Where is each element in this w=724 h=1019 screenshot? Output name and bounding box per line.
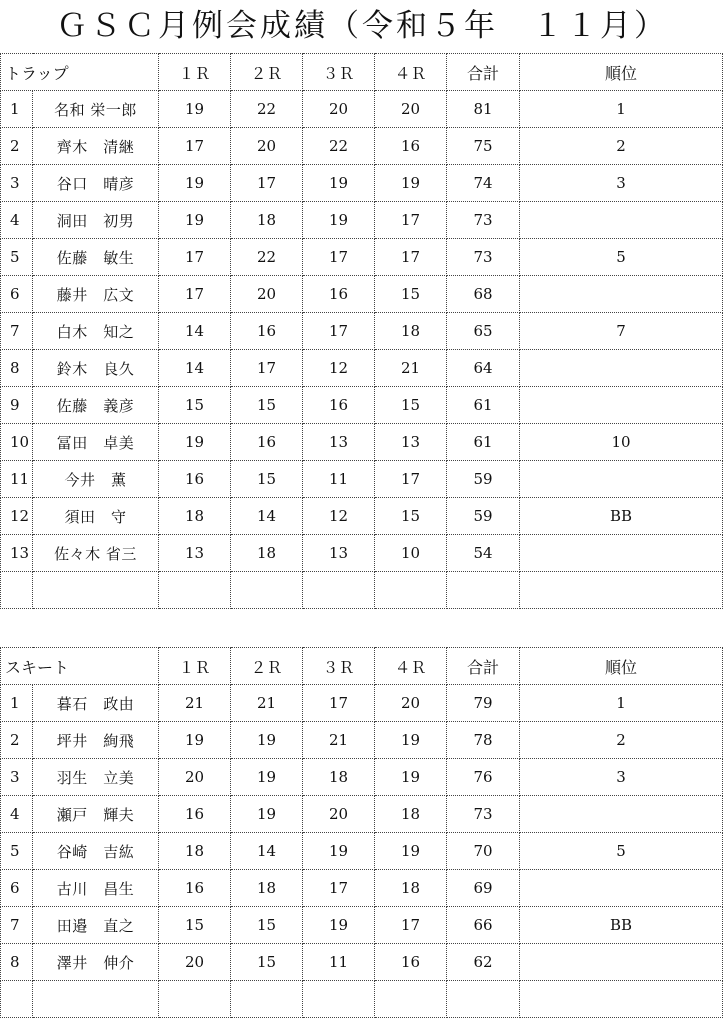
total-score: 81	[447, 91, 520, 128]
skeet-header-row	[1, 648, 723, 685]
round-2-score: 18	[231, 535, 303, 572]
round-4-score: 16	[375, 128, 447, 165]
table-row	[1, 313, 723, 350]
round-3-header: ３Ｒ	[303, 648, 375, 685]
table-row	[1, 759, 723, 796]
player-name: 須田 守	[33, 498, 159, 535]
round-1-score: 17	[159, 128, 231, 165]
rank: 3	[520, 165, 723, 202]
table-row	[1, 796, 723, 833]
player-name: 澤井 伸介	[33, 944, 159, 981]
round-4-score: 19	[375, 833, 447, 870]
round-1-score: 16	[159, 870, 231, 907]
row-number	[1, 572, 33, 609]
round-1-score: 16	[159, 461, 231, 498]
round-3-header: ３Ｒ	[303, 54, 375, 91]
player-name: 佐藤 義彦	[33, 387, 159, 424]
rank: 3	[520, 759, 723, 796]
section-label: トラップ	[1, 54, 159, 91]
table-row	[1, 535, 723, 572]
row-number: 3	[1, 165, 33, 202]
player-name: 古川 昌生	[33, 870, 159, 907]
round-3-score: 17	[303, 239, 375, 276]
round-1-score: 15	[159, 387, 231, 424]
player-name: 冨田 卓美	[33, 424, 159, 461]
player-name: 瀬戸 輝夫	[33, 796, 159, 833]
round-3-score: 11	[303, 944, 375, 981]
round-1-score: 15	[159, 907, 231, 944]
section-label: スキート	[1, 648, 159, 685]
round-4-score: 20	[375, 91, 447, 128]
round-4-score: 18	[375, 870, 447, 907]
total-score: 74	[447, 165, 520, 202]
total-score: 66	[447, 907, 520, 944]
player-name: 齊木 清継	[33, 128, 159, 165]
row-number: 9	[1, 387, 33, 424]
rank: 1	[520, 685, 723, 722]
player-name: 今井 薫	[33, 461, 159, 498]
row-number: 5	[1, 239, 33, 276]
row-number: 12	[1, 498, 33, 535]
round-1-score: 19	[159, 722, 231, 759]
table-row	[1, 833, 723, 870]
round-1-score: 17	[159, 276, 231, 313]
round-1-score: 17	[159, 239, 231, 276]
player-name: 藤井 広文	[33, 276, 159, 313]
row-number: 10	[1, 424, 33, 461]
round-2-score: 15	[231, 387, 303, 424]
round-3-score: 11	[303, 461, 375, 498]
round-4-score: 17	[375, 239, 447, 276]
trap-header-row	[1, 54, 723, 91]
round-2-score: 14	[231, 498, 303, 535]
table-row	[1, 685, 723, 722]
round-1-score: 14	[159, 313, 231, 350]
row-number: 2	[1, 722, 33, 759]
row-number: 7	[1, 313, 33, 350]
round-4-header: ４Ｒ	[375, 54, 447, 91]
table-row	[1, 424, 723, 461]
row-number: 7	[1, 907, 33, 944]
total-score: 73	[447, 796, 520, 833]
round-2-score	[231, 572, 303, 609]
player-name: 洞田 初男	[33, 202, 159, 239]
player-name: 名和 栄一郎	[33, 91, 159, 128]
round-4-score: 19	[375, 722, 447, 759]
player-name	[33, 572, 159, 609]
row-number: 8	[1, 944, 33, 981]
round-2-score: 18	[231, 202, 303, 239]
round-3-score: 19	[303, 907, 375, 944]
rank	[520, 870, 723, 907]
skeet-results-table	[0, 647, 723, 1018]
round-3-score: 21	[303, 722, 375, 759]
rank	[520, 796, 723, 833]
player-name	[33, 981, 159, 1018]
round-4-score: 17	[375, 461, 447, 498]
rank: 2	[520, 128, 723, 165]
table-row	[1, 387, 723, 424]
player-name: 谷崎 吉紘	[33, 833, 159, 870]
total-header: 合計	[447, 54, 520, 91]
round-3-score: 20	[303, 91, 375, 128]
round-2-score: 19	[231, 796, 303, 833]
total-score: 59	[447, 498, 520, 535]
rank: BB	[520, 907, 723, 944]
round-3-score: 17	[303, 685, 375, 722]
total-score: 59	[447, 461, 520, 498]
round-4-score: 16	[375, 944, 447, 981]
table-row	[1, 128, 723, 165]
round-1-score: 16	[159, 796, 231, 833]
player-name: 羽生 立美	[33, 759, 159, 796]
round-2-score: 21	[231, 685, 303, 722]
table-row	[1, 981, 723, 1018]
row-number: 6	[1, 870, 33, 907]
round-4-score	[375, 981, 447, 1018]
round-4-score: 17	[375, 907, 447, 944]
round-4-score: 18	[375, 313, 447, 350]
round-3-score: 19	[303, 202, 375, 239]
player-name: 谷口 晴彦	[33, 165, 159, 202]
page-title: ＧＳＣ月例会成績（令和５年 １１月）	[56, 8, 668, 44]
round-3-score: 18	[303, 759, 375, 796]
total-score: 65	[447, 313, 520, 350]
rank: 7	[520, 313, 723, 350]
total-score: 69	[447, 870, 520, 907]
round-2-score: 19	[231, 759, 303, 796]
table-row	[1, 572, 723, 609]
round-2-score: 17	[231, 165, 303, 202]
round-2-score: 15	[231, 461, 303, 498]
table-row	[1, 498, 723, 535]
total-score: 62	[447, 944, 520, 981]
rank-header: 順位	[520, 54, 723, 91]
row-number	[1, 981, 33, 1018]
total-score: 54	[447, 535, 520, 572]
table-row	[1, 350, 723, 387]
round-2-score: 20	[231, 276, 303, 313]
round-3-score: 13	[303, 535, 375, 572]
player-name: 佐藤 敏生	[33, 239, 159, 276]
round-4-score: 18	[375, 796, 447, 833]
player-name: 田邉 直之	[33, 907, 159, 944]
row-number: 1	[1, 685, 33, 722]
round-1-score: 19	[159, 165, 231, 202]
player-name: 白木 知之	[33, 313, 159, 350]
rank	[520, 535, 723, 572]
round-4-score: 17	[375, 202, 447, 239]
round-1-score: 19	[159, 424, 231, 461]
round-1-score	[159, 572, 231, 609]
round-4-score: 21	[375, 350, 447, 387]
round-3-score	[303, 572, 375, 609]
player-name: 坪井 絢飛	[33, 722, 159, 759]
row-number: 11	[1, 461, 33, 498]
rank	[520, 202, 723, 239]
round-1-score: 18	[159, 498, 231, 535]
rank: 5	[520, 239, 723, 276]
rank	[520, 461, 723, 498]
round-1-score: 13	[159, 535, 231, 572]
round-2-score	[231, 981, 303, 1018]
total-score: 68	[447, 276, 520, 313]
table-row	[1, 722, 723, 759]
row-number: 5	[1, 833, 33, 870]
rank: 1	[520, 91, 723, 128]
row-number: 8	[1, 350, 33, 387]
round-1-score: 14	[159, 350, 231, 387]
round-3-score: 12	[303, 498, 375, 535]
round-2-score: 22	[231, 91, 303, 128]
round-2-header: ２Ｒ	[231, 648, 303, 685]
round-3-score: 22	[303, 128, 375, 165]
rank	[520, 572, 723, 609]
round-4-score: 10	[375, 535, 447, 572]
table-row	[1, 165, 723, 202]
total-score: 73	[447, 202, 520, 239]
row-number: 4	[1, 202, 33, 239]
row-number: 2	[1, 128, 33, 165]
table-row	[1, 91, 723, 128]
round-2-score: 19	[231, 722, 303, 759]
rank: BB	[520, 498, 723, 535]
table-row	[1, 202, 723, 239]
round-2-score: 20	[231, 128, 303, 165]
table-row	[1, 461, 723, 498]
round-1-score: 20	[159, 759, 231, 796]
round-4-score: 19	[375, 759, 447, 796]
table-row	[1, 944, 723, 981]
rank	[520, 981, 723, 1018]
round-2-score: 18	[231, 870, 303, 907]
round-2-header: ２Ｒ	[231, 54, 303, 91]
round-1-score: 19	[159, 202, 231, 239]
round-4-score: 15	[375, 387, 447, 424]
total-score: 70	[447, 833, 520, 870]
round-2-score: 16	[231, 424, 303, 461]
table-row	[1, 276, 723, 313]
round-3-score: 13	[303, 424, 375, 461]
round-1-score: 20	[159, 944, 231, 981]
total-score	[447, 572, 520, 609]
round-4-score: 15	[375, 498, 447, 535]
table-row	[1, 870, 723, 907]
total-score: 76	[447, 759, 520, 796]
rank	[520, 387, 723, 424]
rank: 2	[520, 722, 723, 759]
player-name: 鈴木 良久	[33, 350, 159, 387]
total-score: 78	[447, 722, 520, 759]
row-number: 1	[1, 91, 33, 128]
trap-results-table	[0, 53, 723, 609]
total-score: 61	[447, 424, 520, 461]
round-3-score: 16	[303, 387, 375, 424]
rank	[520, 276, 723, 313]
round-1-score: 18	[159, 833, 231, 870]
total-score: 73	[447, 239, 520, 276]
row-number: 13	[1, 535, 33, 572]
round-4-score	[375, 572, 447, 609]
player-name: 暮石 政由	[33, 685, 159, 722]
round-1-header: １Ｒ	[159, 54, 231, 91]
round-2-score: 14	[231, 833, 303, 870]
round-3-score: 19	[303, 165, 375, 202]
rank	[520, 350, 723, 387]
total-score: 79	[447, 685, 520, 722]
round-1-score	[159, 981, 231, 1018]
round-3-score: 12	[303, 350, 375, 387]
table-row	[1, 239, 723, 276]
rank: 5	[520, 833, 723, 870]
round-2-score: 22	[231, 239, 303, 276]
round-3-score: 17	[303, 870, 375, 907]
rank-header: 順位	[520, 648, 723, 685]
row-number: 6	[1, 276, 33, 313]
round-3-score: 17	[303, 313, 375, 350]
total-header: 合計	[447, 648, 520, 685]
round-4-score: 19	[375, 165, 447, 202]
row-number: 3	[1, 759, 33, 796]
rank	[520, 944, 723, 981]
round-2-score: 16	[231, 313, 303, 350]
round-2-score: 15	[231, 944, 303, 981]
rank: 10	[520, 424, 723, 461]
total-score: 64	[447, 350, 520, 387]
round-2-score: 17	[231, 350, 303, 387]
round-1-header: １Ｒ	[159, 648, 231, 685]
round-1-score: 21	[159, 685, 231, 722]
total-score	[447, 981, 520, 1018]
round-4-score: 20	[375, 685, 447, 722]
player-name: 佐々木 省三	[33, 535, 159, 572]
row-number: 4	[1, 796, 33, 833]
round-4-header: ４Ｒ	[375, 648, 447, 685]
round-1-score: 19	[159, 91, 231, 128]
total-score: 61	[447, 387, 520, 424]
round-3-score: 19	[303, 833, 375, 870]
table-row	[1, 907, 723, 944]
round-3-score: 16	[303, 276, 375, 313]
round-2-score: 15	[231, 907, 303, 944]
round-4-score: 15	[375, 276, 447, 313]
round-3-score	[303, 981, 375, 1018]
total-score: 75	[447, 128, 520, 165]
round-3-score: 20	[303, 796, 375, 833]
round-4-score: 13	[375, 424, 447, 461]
